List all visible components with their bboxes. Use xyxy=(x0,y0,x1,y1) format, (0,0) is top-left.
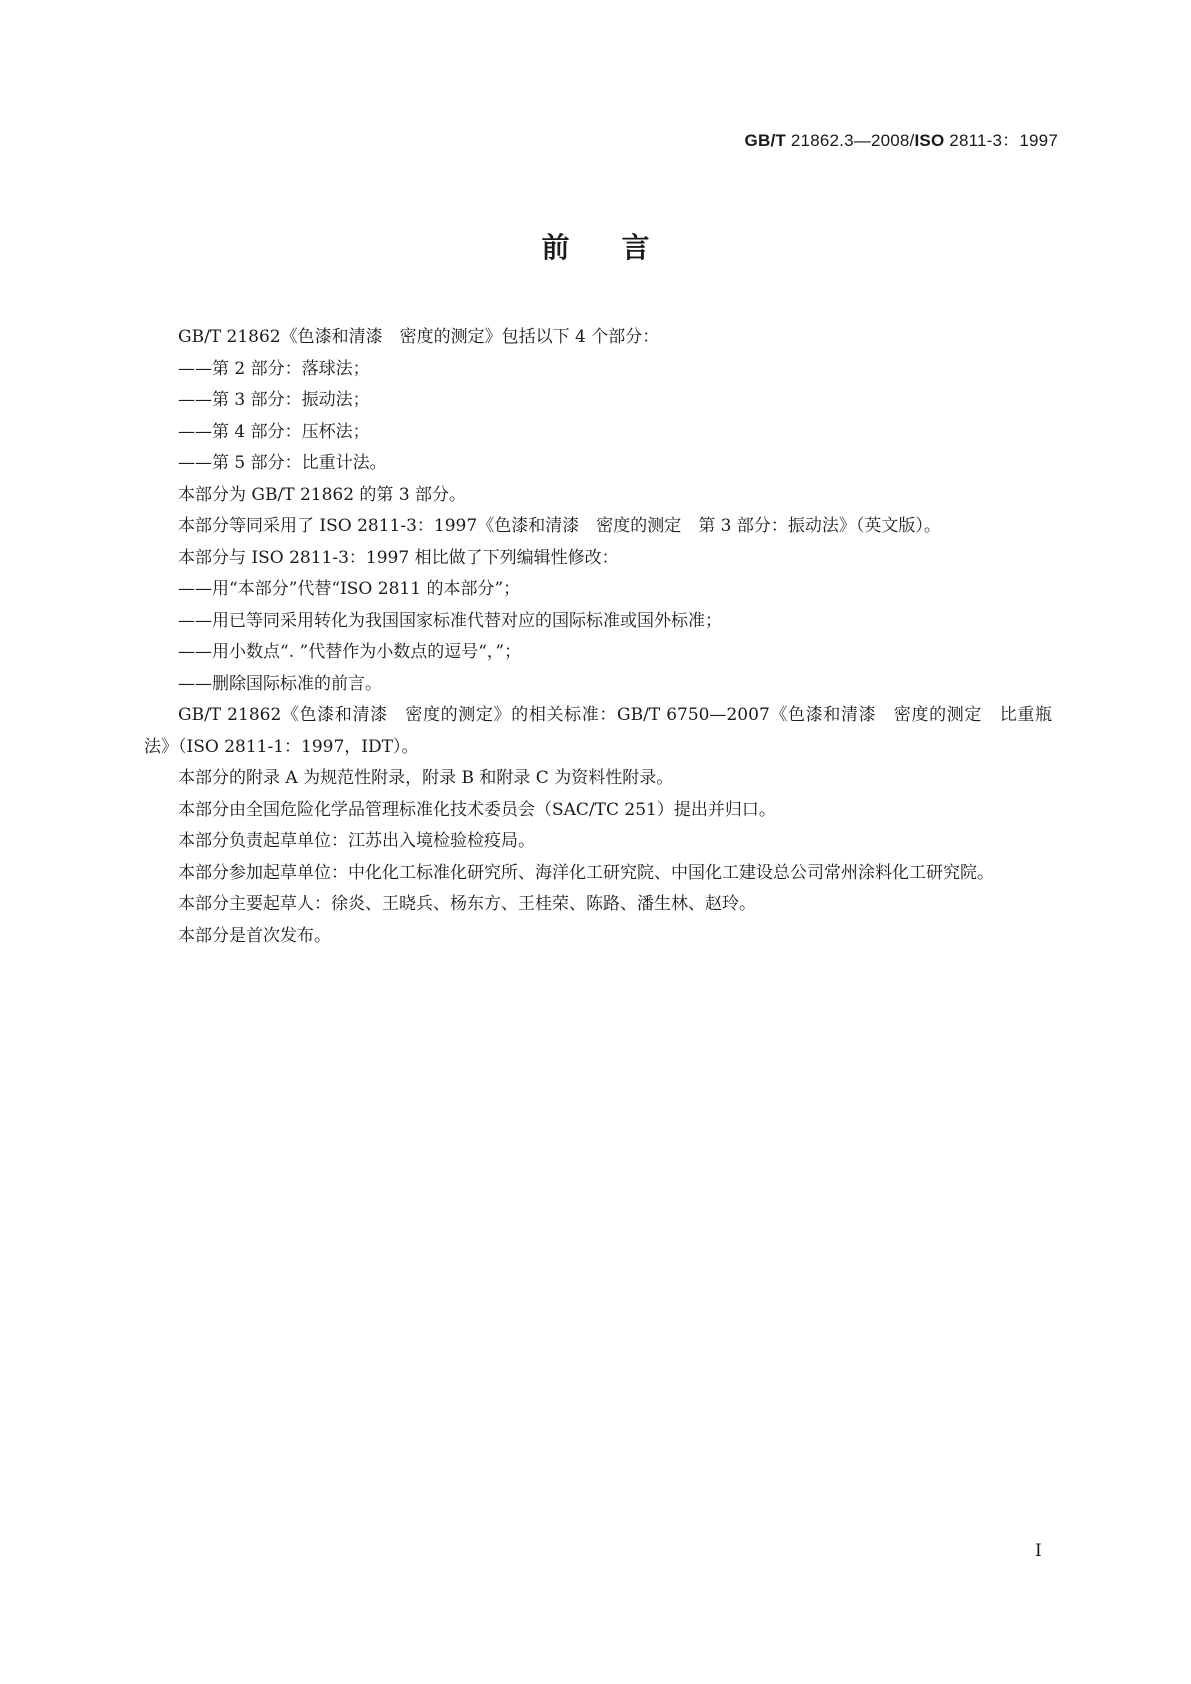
list-item-change-4: ——删除国际标准的前言。 xyxy=(178,673,382,694)
paragraph-adoption: 本部分等同采用了 ISO 2811-3：1997《色漆和清漆 密度的测定 第 3 部分：振动法》（英文版）。 xyxy=(178,516,941,536)
paragraph-first-release: 本部分是首次发布。 xyxy=(178,925,331,946)
standard-code-header xyxy=(745,126,1058,151)
list-item-change-2: ——用已等同采用转化为我国国家标准代替对应的国际标准或国外标准； xyxy=(178,610,722,631)
foreword-body xyxy=(144,322,1052,952)
list-item-part4: ——第 4 部分：压杯法； xyxy=(178,421,370,442)
paragraph-participating-drafters: 本部分参加起草单位：中化化工标准化研究所、海洋化工研究院、中国化工建设总公司常州涂料化工研究院。 xyxy=(178,862,994,883)
page-number: I xyxy=(1035,1541,1042,1561)
list-item-part5: ——第 5 部分：比重计法。 xyxy=(178,453,387,473)
paragraph-annexes: 本部分的附录 A 为规范性附录，附录 B 和附录 C 为资料性附录。 xyxy=(178,768,674,788)
list-item-part2: ——第 2 部分：落球法； xyxy=(178,358,370,379)
list-item-part3: ——第 3 部分：振动法； xyxy=(178,390,370,410)
standard-code-iso: ISO xyxy=(914,131,945,150)
list-item-change-3: ——用小数点“. ”代替作为小数点的逗号“，”； xyxy=(178,642,522,662)
paragraph-scope: GB/T 21862《色漆和清漆 密度的测定》包括以下 4 个部分： xyxy=(178,327,660,347)
paragraph-main-drafters: 本部分主要起草人：徐炎、王晓兵、杨东方、王桂荣、陈路、潘生林、赵玲。 xyxy=(178,894,756,914)
standard-code-iso-number: 2811-3：1997 xyxy=(944,131,1058,150)
paragraph-related-standards: GB/T 21862《色漆和清漆 密度的测定》的相关标准：GB/T 6750—2007《色漆和清漆 密度的测定 比重瓶法》（ISO 2811-1：1997，IDT）。 xyxy=(144,705,1052,757)
paragraph-this-part: 本部分为 GB/T 21862 的第 3 部分。 xyxy=(178,484,467,505)
standard-code-number: 21862.3—2008/ xyxy=(785,131,915,150)
standard-code-prefix: GB/T xyxy=(744,131,786,150)
page-title: 前言 xyxy=(541,231,702,264)
paragraph-proposer: 本部分由全国危险化学品管理标准化技术委员会（SAC/TC 251）提出并归口。 xyxy=(178,799,776,820)
list-item-change-1: ——用“本部分”代替“ISO 2811 的本部分”； xyxy=(178,579,521,599)
paragraph-changes: 本部分与 ISO 2811-3：1997 相比做了下列编辑性修改： xyxy=(178,547,619,568)
paragraph-responsible-drafter: 本部分负责起草单位：江苏出入境检验检疫局。 xyxy=(178,831,535,851)
